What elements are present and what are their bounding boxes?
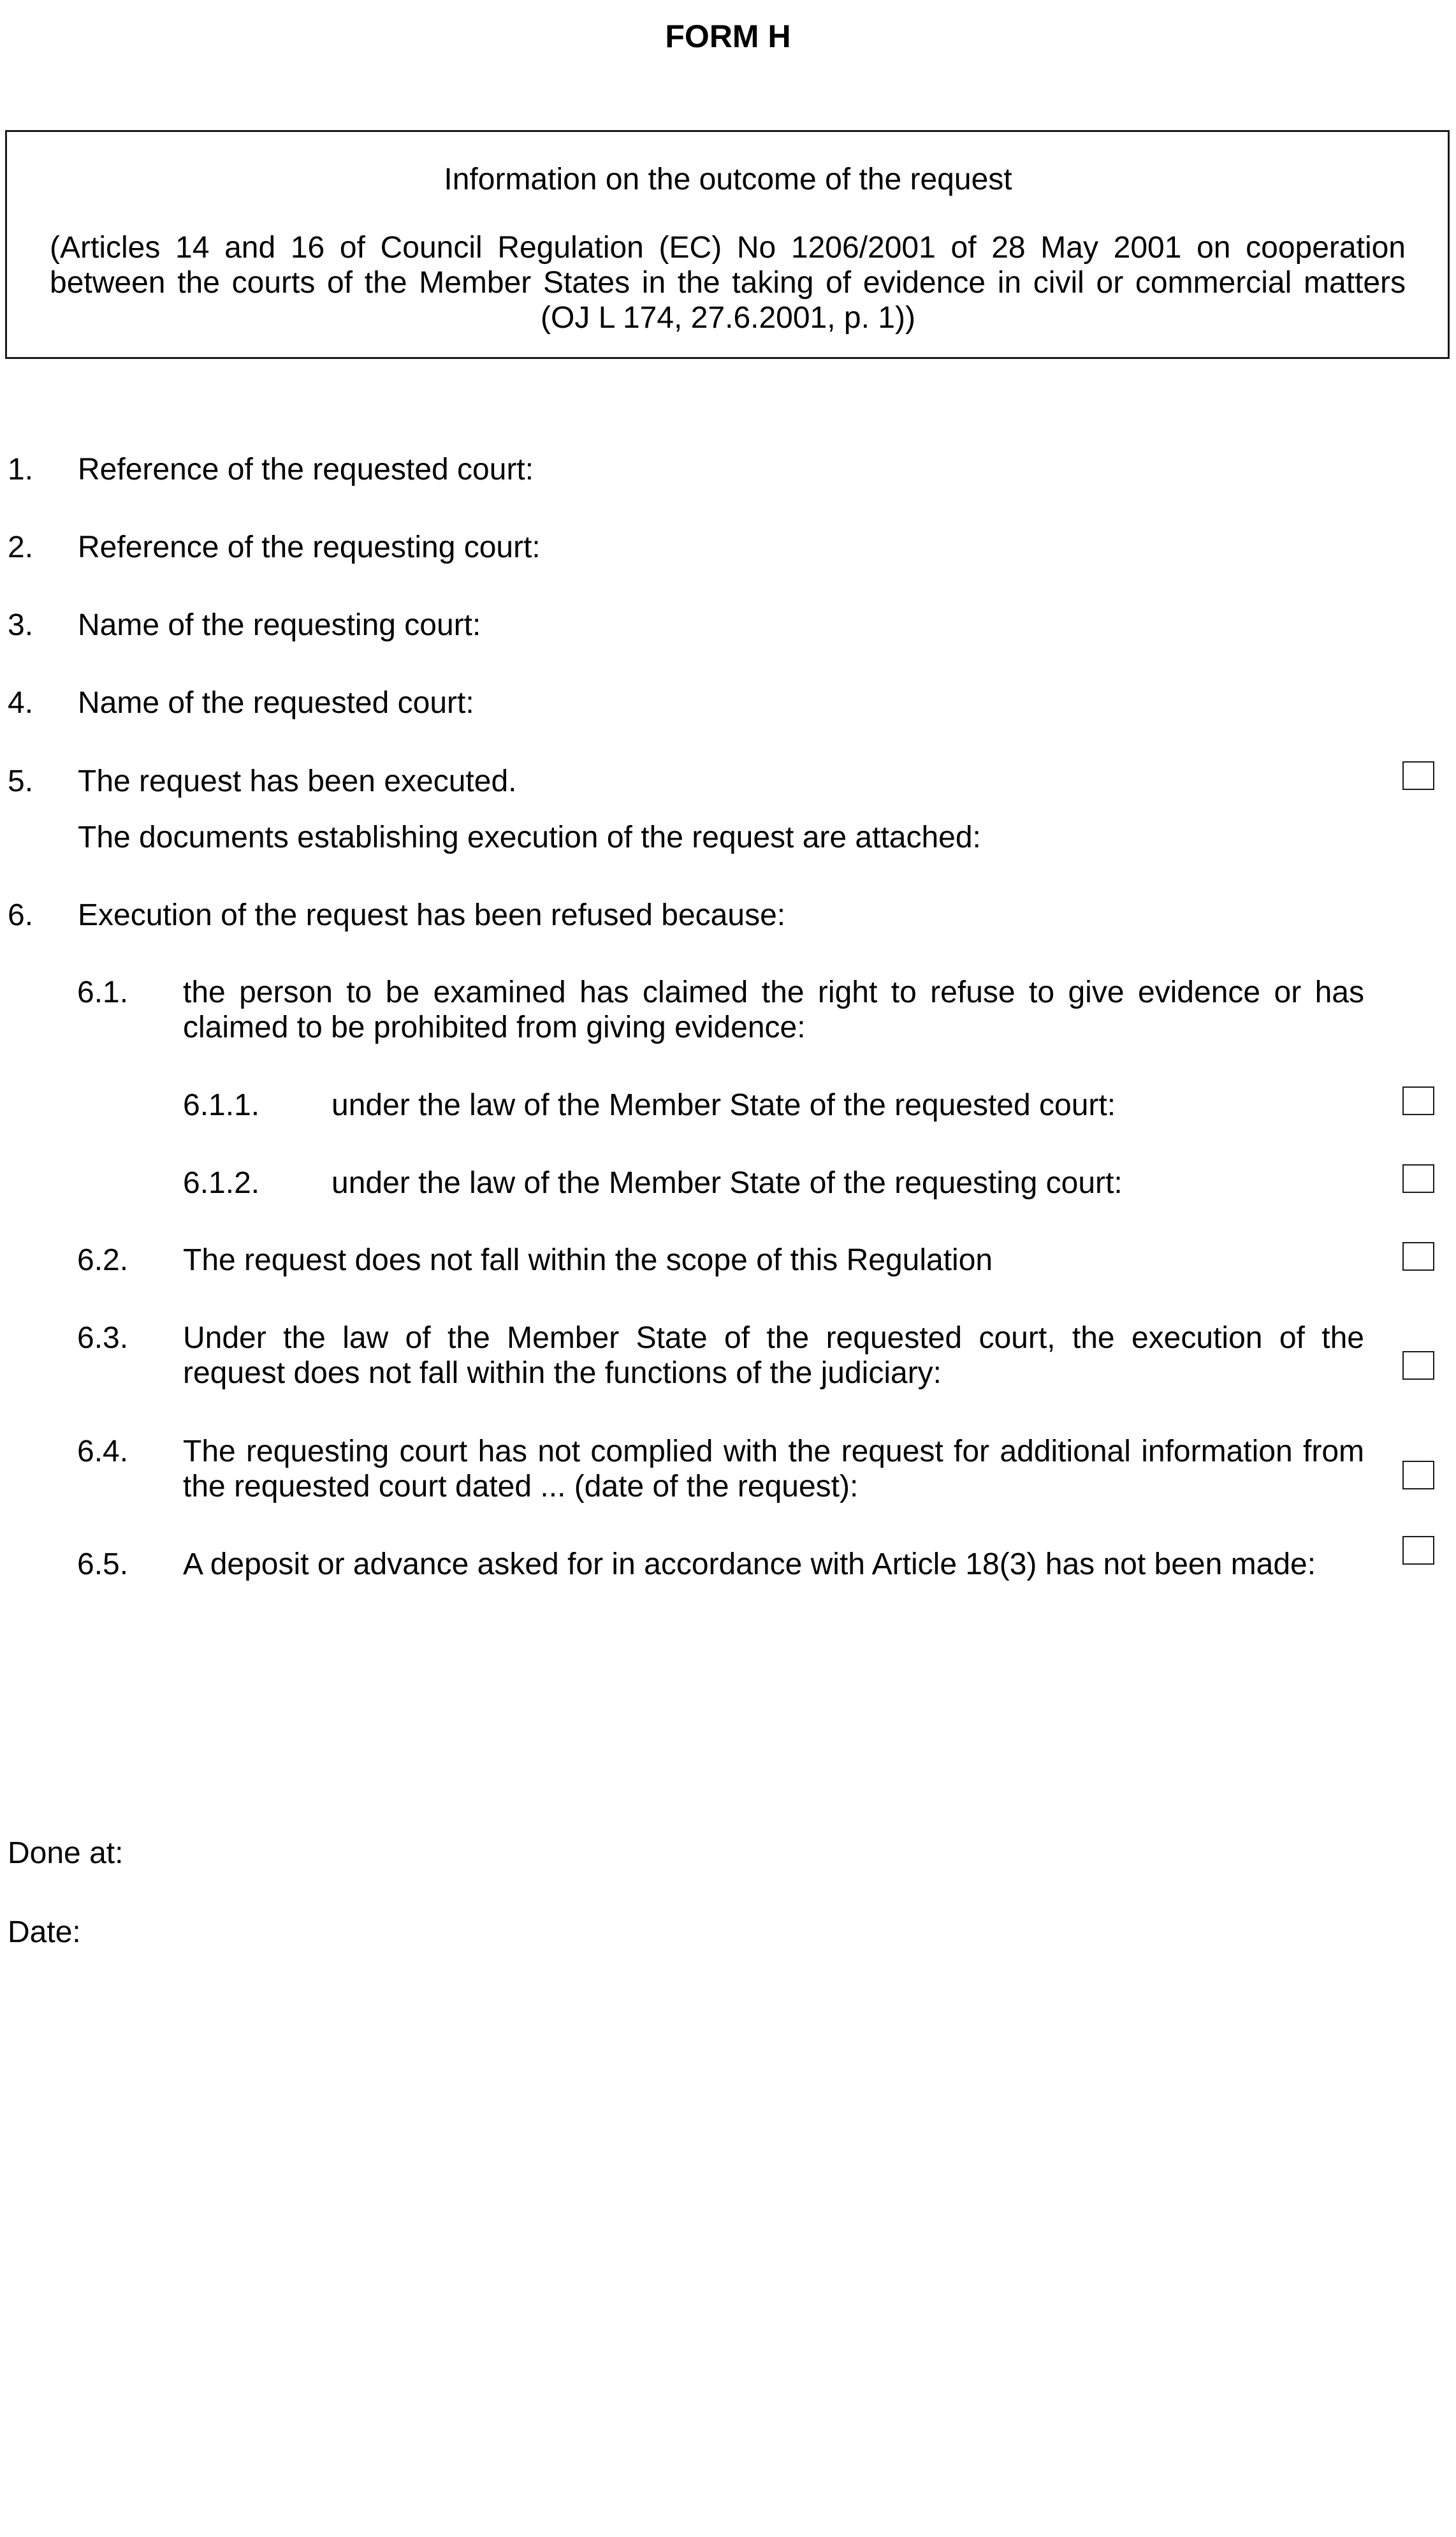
header-citation-line-3: (OJ L 174, 27.6.2001, p. 1)) (541, 301, 915, 335)
item-1-label: Reference of the requested court: (78, 453, 534, 486)
item-6-1-1-label: under the law of the Member State of the requested court: (331, 1088, 1116, 1122)
item-5-label: The request has been executed. (78, 764, 517, 798)
item-6-4-line-2: the requested court dated ... (date of the request): (183, 1470, 859, 1503)
date-label: Date: (8, 1915, 81, 1949)
item-6-4-line-1: The requesting court has not complied with the request for additional information from (183, 1435, 1364, 1468)
header-subtitle: Information on the outcome of the request (444, 163, 1012, 196)
item-6-5-number: 6.5. (77, 1547, 129, 1581)
item-6-label: Execution of the request has been refused because: (78, 898, 786, 932)
item-6-1-1-number: 6.1.1. (183, 1088, 260, 1122)
item-6-1-2-checkbox[interactable] (1402, 1164, 1434, 1193)
item-6-5-label: A deposit or advance asked for in accordance with Article 18(3) has not been made: (183, 1547, 1316, 1581)
item-3-number: 3. (8, 608, 34, 642)
item-3-label: Name of the requesting court: (78, 608, 481, 642)
item-4-label: Name of the requested court: (78, 686, 474, 720)
item-2-label: Reference of the requesting court: (78, 530, 541, 564)
item-6-1-2-number: 6.1.2. (183, 1166, 260, 1200)
item-6-1-number: 6.1. (77, 976, 129, 1009)
item-6-4-checkbox[interactable] (1402, 1461, 1434, 1489)
item-5-note: The documents establishing execution of the request are attached: (78, 821, 981, 854)
header-citation-line-2: between the courts of the Member States in the taking of evidence in civil or commercial matters (50, 266, 1406, 300)
item-6-3-line-1: Under the law of the Member State of the requested court, the execution of the (183, 1321, 1364, 1355)
item-5-number: 5. (8, 764, 34, 798)
item-6-1-2-label: under the law of the Member State of the requesting court: (331, 1166, 1123, 1200)
item-6-3-number: 6.3. (77, 1321, 129, 1355)
item-6-2-checkbox[interactable] (1402, 1242, 1434, 1271)
item-5-checkbox[interactable] (1402, 761, 1434, 790)
item-6-5-checkbox[interactable] (1402, 1536, 1434, 1565)
item-6-1-line-1: the person to be examined has claimed the right to refuse to give evidence or has (183, 976, 1364, 1009)
item-1-number: 1. (8, 453, 34, 486)
form-title: FORM H (665, 18, 791, 54)
item-6-2-label: The request does not fall within the scope of this Regulation (183, 1243, 993, 1277)
header-citation-line-1: (Articles 14 and 16 of Council Regulation (EC) No 1206/2001 of 28 May 2001 on cooperation (50, 231, 1406, 265)
item-6-3-line-2: request does not fall within the functions of the judiciary: (183, 1356, 942, 1390)
item-2-number: 2. (8, 530, 34, 564)
item-6-1-line-2: claimed to be prohibited from giving evidence: (183, 1011, 806, 1044)
item-6-number: 6. (8, 898, 34, 932)
item-6-4-number: 6.4. (77, 1435, 129, 1468)
item-4-number: 4. (8, 686, 34, 720)
item-6-1-1-checkbox[interactable] (1402, 1086, 1434, 1115)
item-6-2-number: 6.2. (77, 1243, 129, 1277)
item-6-3-checkbox[interactable] (1402, 1351, 1434, 1380)
done-at-label: Done at: (8, 1836, 124, 1870)
